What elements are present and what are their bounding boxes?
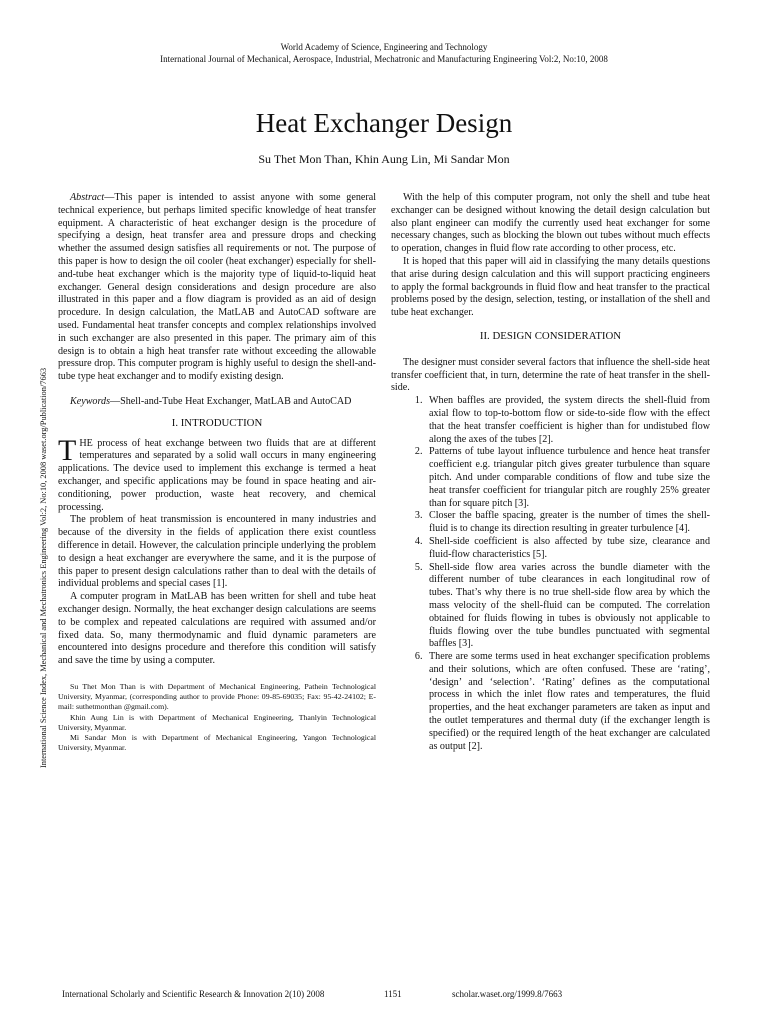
footnote-2: Khin Aung Lin is with Department of Mechanical Engineering, Thanlyin Technological University, Myanmar.: [58, 712, 376, 732]
footer-journal: International Scholarly and Scientific Research & Innovation 2(10) 2008: [62, 989, 325, 999]
journal-header-line1: World Academy of Science, Engineering and Technology: [280, 42, 488, 52]
left-column: [58, 192, 376, 753]
section-heading-introduction: I. INTRODUCTION: [171, 416, 263, 429]
right-paragraph-2: It is hoped that this paper will aid in classifying the many details questions that arise during design calculation and this will support practicing engineers to apply the formal backgrounds in fluid flow and heat transfer to the practical problems posed by the design, selection, testing, or installation of the shell and tube heat exchanger.: [391, 255, 710, 319]
journal-header-line2: International Journal of Mechanical, Aerospace, Industrial, Mechatronic and Manufacturing Engineering Vol:2, No:10, 2008: [160, 54, 608, 64]
footer-page-number: 1151: [384, 989, 402, 999]
footnote-3: Mi Sandar Mon is with Department of Mechanical Engineering, Yangon Technological University, Myanmar.: [58, 732, 376, 753]
list-item: 5. Shell-side flow area varies across the bundle diameter with the different number of tube clearances in each longitudinal row of tubes. That’s why there is no true shell-side flow area by which the mass velocity of the shell-fluid can be computed. The correlation obtained for fluids flowing in tubes is obviously not applicable to fluids flowing over the tube bundles punctuated with segmental baffles [3].: [425, 562, 710, 652]
footnote-1: Su Thet Mon Than is with Department of Mechanical Engineering, Pathein Technological University, Myanmar, (corresponding author to provide Phone: 09-85-69035; Fax: 95-42-24102; E-mail: suthetmonthan @gmail.com).: [58, 681, 376, 712]
keywords-text: —Shell-and-Tube Heat Exchanger, MatLAB and AutoCAD: [110, 395, 352, 407]
right-paragraph-1: With the help of this computer program, not only the shell and tube heat exchanger can be designed without knowing the detail design calculation but also plant engineer can modify the currently used heat exchanger for some necessary changes, such as blocking the blown out tubes without much effects to operation, changes in fluid flow rate according to other process, etc.: [391, 192, 710, 255]
design-factor-list: [391, 395, 710, 753]
list-item: 3. Closer the baffle spacing, greater is the number of times the shell-fluid is to change its direction resulting in greater turbulence [4].: [425, 510, 710, 536]
section-heading-design-consideration: II. DESIGN CONSIDERATION: [479, 329, 622, 342]
abstract: [58, 192, 376, 384]
keywords-label: Keywords: [70, 395, 111, 407]
intro-paragraph-1: [58, 433, 376, 515]
footer-url: scholar.waset.org/1999.8/7663: [452, 989, 563, 999]
list-item: 6. There are some terms used in heat exchanger specification problems and their solutions, which are often confused. These are ‘rating’, ‘design’ and ‘selection’. ‘Rating’ defines as the computational process in which the inlet flow rates and temperatures, the fluid properties, and the heat exchanger parameters are taken as input and the outlet temperatures and thermal duty (if the exchanger length is specified) or the required length of the heat exchanger are calculated as output [2].: [425, 651, 710, 753]
list-item: 1. When baffles are provided, the system directs the shell-fluid from axial flow to top-to-bottom flow or side-to-side flow with the effect that the heat transfer coefficient is higher than for undistubed flow along the axes of the tubes [2].: [425, 395, 710, 446]
paper-authors: Su Thet Mon Than, Khin Aung Lin, Mi Sandar Mon: [258, 152, 510, 166]
right-column: [391, 192, 710, 753]
author-footnotes: [58, 682, 376, 753]
keywords: [58, 396, 376, 409]
paper-title: Heat Exchanger Design: [255, 108, 513, 138]
list-item: 2. Patterns of tube layout influence turbulence and hence heat transfer coefficient e.g. triangular pitch gives greater turbulence than square pitch. And under comparable conditions of flow and tube size the heat transfer coefficient for triangular pitch are roughly 25% greater than for square pitch [3].: [425, 446, 710, 510]
intro-paragraph-1-text: HE process of heat exchange between two fluids that are at different temperatures and separated by a solid wall occurs in many engineering applications. The device used to implement this exchange is termed a heat exchanger, and specific applications may be found in space heating and air-conditioning, power production, waste heat recovery, and chemical processing.: [58, 437, 376, 513]
intro-paragraph-2: The problem of heat transmission is encountered in many industries and because of the diversity in the fields of application there exist countless difference in detail. However, the calculation principle underlying the problem to design a heat exchanger are everywhere the same, and it is the purpose of this paper to present design calculations rather than to deal with the details of individual problems and special cases [1].: [58, 514, 376, 590]
sidebar-citation: International Science Index, Mechanical and Mechatronics Engineering Vol:2, No:10, 2008 waset.org/Publication/7663: [39, 367, 48, 769]
abstract-text: —This paper is intended to assist anyone with some general technical experience, but perhaps limited specific knowledge of heat transfer equipment. A characteristic of heat exchanger design is the procedure of specifying a design, heat transfer area and pressure drops and checking whether the assumed design satisfies all requirements or not. The purpose of this paper is how to design the oil cooler (heat exchanger) especially for shell-and-tube heat exchanger which is the majority type of liquid-to-liquid heat exchanger. General design considerations and design procedure are also illustrated in this paper and a flow diagram is provided as an aid of design procedure. In design calculation, the MatLAB and AutoCAD software are used. Fundamental heat transfer concepts and complex relationships involved in such exchanger are also presented in this paper. The primary aim of this design is to obtain a high heat transfer rate without exceeding the allowable pressure drop. This computer program is highly useful to design the shell-and-tube type heat exchanger and to modify existing design.: [58, 192, 376, 383]
list-item: 4. Shell-side coefficient is also affected by tube size, clearance and fluid-flow characteristics [5].: [425, 536, 710, 562]
design-paragraph: The designer must consider several factors that influence the shell-side heat transfer coefficient that, in turn, determine the rate of heat transfer in the shell-side.: [391, 356, 710, 394]
drop-cap: T: [58, 433, 77, 467]
intro-paragraph-3: A computer program in MatLAB has been written for shell and tube heat exchanger design. Normally, the heat exchanger design calculations are seems to be complex and repeated calculations are required with assumed and/or fixed data. So, many thermodynamic and fluid dynamic parameters are encountered into designs procedure and therefore this condition will satisfy and save the time by using a computer.: [58, 591, 376, 667]
abstract-label: Abstract: [70, 192, 105, 203]
